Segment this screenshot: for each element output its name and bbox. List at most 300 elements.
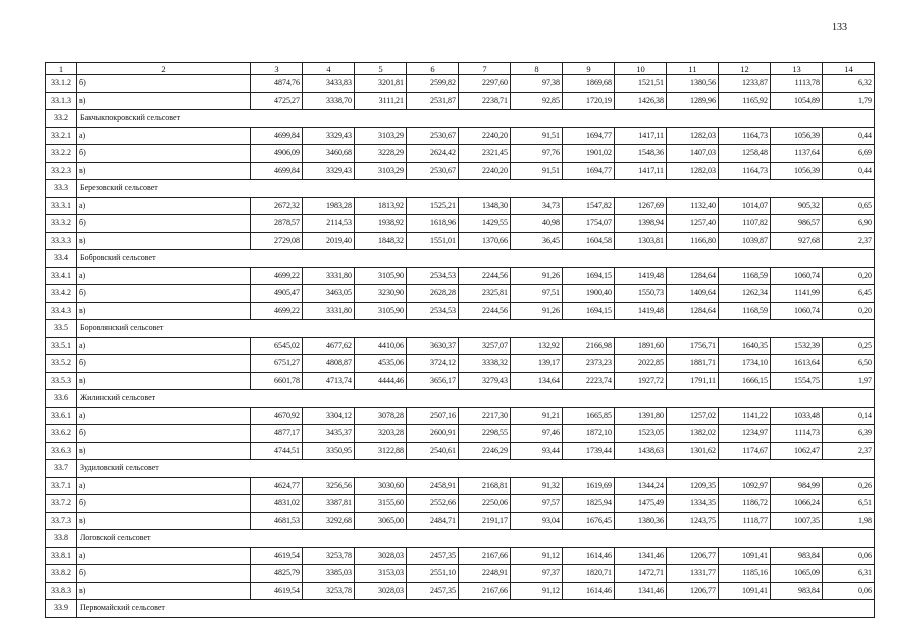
section-row xyxy=(46,250,875,268)
value-cell: 1114,73 xyxy=(771,425,823,443)
value-cell: 1209,35 xyxy=(667,477,719,495)
value-cell: 2457,35 xyxy=(407,582,459,600)
header-cell: 13 xyxy=(771,63,823,75)
row-code: 33.8.2 xyxy=(46,565,77,583)
value-cell: 6,50 xyxy=(823,355,875,373)
value-cell: 1438,63 xyxy=(615,442,667,460)
value-cell: 6,51 xyxy=(823,495,875,513)
value-cell: 3630,37 xyxy=(407,337,459,355)
value-cell: 2244,56 xyxy=(459,267,511,285)
row-variant: а) xyxy=(77,477,251,495)
value-cell: 4808,87 xyxy=(303,355,355,373)
value-cell: 1618,96 xyxy=(407,215,459,233)
value-cell: 2223,74 xyxy=(563,372,615,390)
value-cell: 132,92 xyxy=(511,337,563,355)
value-cell: 1881,71 xyxy=(667,355,719,373)
value-cell: 1848,32 xyxy=(355,232,407,250)
value-cell: 983,84 xyxy=(771,547,823,565)
value-cell: 2484,71 xyxy=(407,512,459,530)
value-cell: 3105,90 xyxy=(355,267,407,285)
value-cell: 1107,82 xyxy=(719,215,771,233)
value-cell: 1132,40 xyxy=(667,197,719,215)
value-cell: 2878,57 xyxy=(251,215,303,233)
header-cell: 6 xyxy=(407,63,459,75)
value-cell: 1472,71 xyxy=(615,565,667,583)
table-row xyxy=(46,477,875,495)
value-cell: 2248,91 xyxy=(459,565,511,583)
row-code: 33.5 xyxy=(46,320,77,338)
value-cell: 4744,51 xyxy=(251,442,303,460)
value-cell: 1282,03 xyxy=(667,127,719,145)
value-cell: 2600,91 xyxy=(407,425,459,443)
table-row xyxy=(46,302,875,320)
value-cell: 3065,00 xyxy=(355,512,407,530)
value-cell: 1891,60 xyxy=(615,337,667,355)
value-cell: 1720,19 xyxy=(563,92,615,110)
value-cell: 1734,10 xyxy=(719,355,771,373)
value-cell: 97,51 xyxy=(511,285,563,303)
value-cell: 984,99 xyxy=(771,477,823,495)
table-row xyxy=(46,215,875,233)
value-cell: 91,12 xyxy=(511,547,563,565)
value-cell: 2628,28 xyxy=(407,285,459,303)
value-cell: 1429,55 xyxy=(459,215,511,233)
value-cell: 4681,53 xyxy=(251,512,303,530)
value-cell: 6,39 xyxy=(823,425,875,443)
section-row xyxy=(46,320,875,338)
value-cell: 3350,95 xyxy=(303,442,355,460)
value-cell: 1168,59 xyxy=(719,302,771,320)
value-cell: 1665,85 xyxy=(563,407,615,425)
value-cell: 134,64 xyxy=(511,372,563,390)
value-cell: 4906,09 xyxy=(251,145,303,163)
row-variant: а) xyxy=(77,547,251,565)
value-cell: 4877,17 xyxy=(251,425,303,443)
value-cell: 3279,43 xyxy=(459,372,511,390)
value-cell: 3724,12 xyxy=(407,355,459,373)
value-cell: 1007,35 xyxy=(771,512,823,530)
section-title: Бобровский сельсовет xyxy=(77,250,875,268)
value-cell: 1,98 xyxy=(823,512,875,530)
value-cell: 1164,73 xyxy=(719,162,771,180)
value-cell: 1532,39 xyxy=(771,337,823,355)
value-cell: 1694,15 xyxy=(563,267,615,285)
value-cell: 97,57 xyxy=(511,495,563,513)
value-cell: 2624,42 xyxy=(407,145,459,163)
value-cell: 1166,80 xyxy=(667,232,719,250)
value-cell: 2240,20 xyxy=(459,127,511,145)
value-cell: 2321,45 xyxy=(459,145,511,163)
table-row xyxy=(46,232,875,250)
value-cell: 3253,78 xyxy=(303,547,355,565)
value-cell: 3105,90 xyxy=(355,302,407,320)
value-cell: 6545,02 xyxy=(251,337,303,355)
section-title: Березовский сельсовет xyxy=(77,180,875,198)
value-cell: 1185,16 xyxy=(719,565,771,583)
value-cell: 1056,39 xyxy=(771,127,823,145)
value-cell: 2540,61 xyxy=(407,442,459,460)
value-cell: 2530,67 xyxy=(407,127,459,145)
row-code: 33.5.1 xyxy=(46,337,77,355)
value-cell: 1348,30 xyxy=(459,197,511,215)
row-code: 33.8.3 xyxy=(46,582,77,600)
row-code: 33.3.3 xyxy=(46,232,77,250)
header-cell: 11 xyxy=(667,63,719,75)
table-row xyxy=(46,127,875,145)
value-cell: 4699,22 xyxy=(251,302,303,320)
value-cell: 3230,90 xyxy=(355,285,407,303)
value-cell: 3385,03 xyxy=(303,565,355,583)
value-cell: 2191,17 xyxy=(459,512,511,530)
value-cell: 1820,71 xyxy=(563,565,615,583)
table-row xyxy=(46,547,875,565)
value-cell: 3329,43 xyxy=(303,127,355,145)
value-cell: 1791,11 xyxy=(667,372,719,390)
value-cell: 3201,81 xyxy=(355,75,407,93)
table-row xyxy=(46,267,875,285)
value-cell: 1091,41 xyxy=(719,547,771,565)
value-cell: 3387,81 xyxy=(303,495,355,513)
value-cell: 3228,29 xyxy=(355,145,407,163)
value-cell: 1525,21 xyxy=(407,197,459,215)
value-cell: 2552,66 xyxy=(407,495,459,513)
row-code: 33.5.2 xyxy=(46,355,77,373)
value-cell: 97,38 xyxy=(511,75,563,93)
value-cell: 0,06 xyxy=(823,582,875,600)
value-cell: 1407,03 xyxy=(667,145,719,163)
table-row xyxy=(46,355,875,373)
value-cell: 91,51 xyxy=(511,162,563,180)
value-cell: 2297,60 xyxy=(459,75,511,93)
value-cell: 6,31 xyxy=(823,565,875,583)
value-cell: 1234,97 xyxy=(719,425,771,443)
value-cell: 2531,87 xyxy=(407,92,459,110)
value-cell: 3656,17 xyxy=(407,372,459,390)
value-cell: 1284,64 xyxy=(667,302,719,320)
value-cell: 1521,51 xyxy=(615,75,667,93)
value-cell: 1547,82 xyxy=(563,197,615,215)
value-cell: 91,32 xyxy=(511,477,563,495)
row-code: 33.7.2 xyxy=(46,495,77,513)
row-variant: а) xyxy=(77,127,251,145)
value-cell: 91,26 xyxy=(511,302,563,320)
value-cell: 1289,96 xyxy=(667,92,719,110)
value-cell: 1409,64 xyxy=(667,285,719,303)
value-cell: 2022,85 xyxy=(615,355,667,373)
row-code: 33.8 xyxy=(46,530,77,548)
value-cell: 2298,55 xyxy=(459,425,511,443)
value-cell: 1619,69 xyxy=(563,477,615,495)
page-number: 133 xyxy=(832,22,847,33)
value-cell: 1676,45 xyxy=(563,512,615,530)
value-cell: 2599,82 xyxy=(407,75,459,93)
value-cell: 1640,35 xyxy=(719,337,771,355)
value-cell: 1282,03 xyxy=(667,162,719,180)
value-cell: 0,44 xyxy=(823,162,875,180)
value-cell: 2244,56 xyxy=(459,302,511,320)
value-cell: 4905,47 xyxy=(251,285,303,303)
value-cell: 2019,40 xyxy=(303,232,355,250)
value-cell: 93,04 xyxy=(511,512,563,530)
table-row xyxy=(46,162,875,180)
value-cell: 2168,81 xyxy=(459,477,511,495)
value-cell: 1604,58 xyxy=(563,232,615,250)
value-cell: 1062,47 xyxy=(771,442,823,460)
value-cell: 1382,02 xyxy=(667,425,719,443)
value-cell: 1164,73 xyxy=(719,127,771,145)
value-cell: 1141,99 xyxy=(771,285,823,303)
value-cell: 3460,68 xyxy=(303,145,355,163)
value-cell: 6,90 xyxy=(823,215,875,233)
row-variant: в) xyxy=(77,162,251,180)
value-cell: 1,97 xyxy=(823,372,875,390)
value-cell: 1417,11 xyxy=(615,127,667,145)
row-code: 33.6 xyxy=(46,390,77,408)
value-cell: 1174,67 xyxy=(719,442,771,460)
value-cell: 2217,30 xyxy=(459,407,511,425)
value-cell: 1739,44 xyxy=(563,442,615,460)
value-cell: 1118,77 xyxy=(719,512,771,530)
section-row xyxy=(46,390,875,408)
value-cell: 6,69 xyxy=(823,145,875,163)
value-cell: 1243,75 xyxy=(667,512,719,530)
value-cell: 2167,66 xyxy=(459,547,511,565)
row-code: 33.4.2 xyxy=(46,285,77,303)
value-cell: 905,32 xyxy=(771,197,823,215)
table-row xyxy=(46,145,875,163)
value-cell: 3028,03 xyxy=(355,582,407,600)
row-code: 33.7.1 xyxy=(46,477,77,495)
value-cell: 4677,62 xyxy=(303,337,355,355)
value-cell: 1825,94 xyxy=(563,495,615,513)
value-cell: 0,14 xyxy=(823,407,875,425)
table-row xyxy=(46,442,875,460)
value-cell: 2729,08 xyxy=(251,232,303,250)
section-row xyxy=(46,530,875,548)
row-variant: б) xyxy=(77,495,251,513)
value-cell: 4670,92 xyxy=(251,407,303,425)
value-cell: 3331,80 xyxy=(303,302,355,320)
value-cell: 1398,94 xyxy=(615,215,667,233)
section-title: Бакчыкпокровский сельсовет xyxy=(77,110,875,128)
value-cell: 1900,40 xyxy=(563,285,615,303)
header-cell: 1 xyxy=(46,63,77,75)
value-cell: 4825,79 xyxy=(251,565,303,583)
value-cell: 1391,80 xyxy=(615,407,667,425)
header-cell: 8 xyxy=(511,63,563,75)
value-cell: 3463,05 xyxy=(303,285,355,303)
section-row xyxy=(46,110,875,128)
value-cell: 3292,68 xyxy=(303,512,355,530)
section-title: Боровлянский сельсовет xyxy=(77,320,875,338)
row-variant: б) xyxy=(77,565,251,583)
value-cell: 1523,05 xyxy=(615,425,667,443)
row-code: 33.7.3 xyxy=(46,512,77,530)
value-cell: 4410,06 xyxy=(355,337,407,355)
value-cell: 93,44 xyxy=(511,442,563,460)
value-cell: 1060,74 xyxy=(771,302,823,320)
value-cell: 2250,06 xyxy=(459,495,511,513)
row-code: 33.2.1 xyxy=(46,127,77,145)
value-cell: 1033,48 xyxy=(771,407,823,425)
value-cell: 2166,98 xyxy=(563,337,615,355)
value-cell: 1869,68 xyxy=(563,75,615,93)
value-cell: 1039,87 xyxy=(719,232,771,250)
value-cell: 3338,70 xyxy=(303,92,355,110)
row-code: 33.7 xyxy=(46,460,77,478)
section-title: Первомайский сельсовет xyxy=(77,600,875,618)
value-cell: 1065,09 xyxy=(771,565,823,583)
table-row xyxy=(46,512,875,530)
row-variant: б) xyxy=(77,215,251,233)
row-variant: в) xyxy=(77,512,251,530)
value-cell: 4874,76 xyxy=(251,75,303,93)
value-cell: 0,65 xyxy=(823,197,875,215)
value-cell: 983,84 xyxy=(771,582,823,600)
value-cell: 1257,02 xyxy=(667,407,719,425)
value-cell: 4725,27 xyxy=(251,92,303,110)
value-cell: 3329,43 xyxy=(303,162,355,180)
value-cell: 927,68 xyxy=(771,232,823,250)
value-cell: 1613,64 xyxy=(771,355,823,373)
value-cell: 1419,48 xyxy=(615,267,667,285)
row-variant: в) xyxy=(77,302,251,320)
value-cell: 1872,10 xyxy=(563,425,615,443)
table-row xyxy=(46,372,875,390)
value-cell: 4699,84 xyxy=(251,127,303,145)
row-code: 33.6.3 xyxy=(46,442,77,460)
value-cell: 1258,48 xyxy=(719,145,771,163)
value-cell: 1060,74 xyxy=(771,267,823,285)
value-cell: 3338,32 xyxy=(459,355,511,373)
header-cell: 14 xyxy=(823,63,875,75)
value-cell: 6,32 xyxy=(823,75,875,93)
table-row xyxy=(46,285,875,303)
value-cell: 3256,56 xyxy=(303,477,355,495)
row-code: 33.4.1 xyxy=(46,267,77,285)
value-cell: 1206,77 xyxy=(667,582,719,600)
value-cell: 1983,28 xyxy=(303,197,355,215)
value-cell: 34,73 xyxy=(511,197,563,215)
value-cell: 3103,29 xyxy=(355,162,407,180)
row-code: 33.2.3 xyxy=(46,162,77,180)
value-cell: 2114,53 xyxy=(303,215,355,233)
value-cell: 1694,77 xyxy=(563,162,615,180)
row-variant: б) xyxy=(77,355,251,373)
value-cell: 2458,91 xyxy=(407,477,459,495)
header-cell: 4 xyxy=(303,63,355,75)
row-code: 33.3.2 xyxy=(46,215,77,233)
value-cell: 1303,81 xyxy=(615,232,667,250)
value-cell: 91,51 xyxy=(511,127,563,145)
value-cell: 3203,28 xyxy=(355,425,407,443)
value-cell: 1694,15 xyxy=(563,302,615,320)
value-cell: 3103,29 xyxy=(355,127,407,145)
row-variant: б) xyxy=(77,75,251,93)
value-cell: 1550,73 xyxy=(615,285,667,303)
value-cell: 0,20 xyxy=(823,302,875,320)
row-code: 33.4 xyxy=(46,250,77,268)
value-cell: 0,26 xyxy=(823,477,875,495)
value-cell: 2,37 xyxy=(823,232,875,250)
header-cell: 3 xyxy=(251,63,303,75)
value-cell: 1380,36 xyxy=(615,512,667,530)
header-cell: 10 xyxy=(615,63,667,75)
section-row xyxy=(46,180,875,198)
value-cell: 91,26 xyxy=(511,267,563,285)
value-cell: 3030,60 xyxy=(355,477,407,495)
value-cell: 1901,02 xyxy=(563,145,615,163)
section-title: Жилинский сельсовет xyxy=(77,390,875,408)
value-cell: 3331,80 xyxy=(303,267,355,285)
value-cell: 0,44 xyxy=(823,127,875,145)
value-cell: 139,17 xyxy=(511,355,563,373)
value-cell: 2530,67 xyxy=(407,162,459,180)
value-cell: 1165,92 xyxy=(719,92,771,110)
table-row xyxy=(46,337,875,355)
value-cell: 1380,56 xyxy=(667,75,719,93)
header-row xyxy=(46,63,875,75)
row-variant: а) xyxy=(77,197,251,215)
value-cell: 1206,77 xyxy=(667,547,719,565)
value-cell: 6751,27 xyxy=(251,355,303,373)
row-code: 33.4.3 xyxy=(46,302,77,320)
value-cell: 1,79 xyxy=(823,92,875,110)
row-variant: а) xyxy=(77,407,251,425)
value-cell: 2457,35 xyxy=(407,547,459,565)
value-cell: 2246,29 xyxy=(459,442,511,460)
row-code: 33.6.2 xyxy=(46,425,77,443)
value-cell: 1331,77 xyxy=(667,565,719,583)
value-cell: 1054,89 xyxy=(771,92,823,110)
value-cell: 4699,84 xyxy=(251,162,303,180)
value-cell: 4624,77 xyxy=(251,477,303,495)
value-cell: 1614,46 xyxy=(563,547,615,565)
value-cell: 3435,37 xyxy=(303,425,355,443)
table-row xyxy=(46,197,875,215)
row-code: 33.2.2 xyxy=(46,145,77,163)
table-row xyxy=(46,565,875,583)
value-cell: 1551,01 xyxy=(407,232,459,250)
header-cell: 12 xyxy=(719,63,771,75)
row-code: 33.9 xyxy=(46,600,77,618)
value-cell: 2325,81 xyxy=(459,285,511,303)
value-cell: 1091,41 xyxy=(719,582,771,600)
value-cell: 1056,39 xyxy=(771,162,823,180)
value-cell: 1417,11 xyxy=(615,162,667,180)
tariff-table xyxy=(45,62,875,618)
table-body xyxy=(46,63,875,618)
value-cell: 3433,83 xyxy=(303,75,355,93)
value-cell: 3028,03 xyxy=(355,547,407,565)
value-cell: 92,85 xyxy=(511,92,563,110)
value-cell: 4699,22 xyxy=(251,267,303,285)
value-cell: 1938,92 xyxy=(355,215,407,233)
value-cell: 1186,72 xyxy=(719,495,771,513)
value-cell: 1341,46 xyxy=(615,547,667,565)
value-cell: 1257,40 xyxy=(667,215,719,233)
value-cell: 1927,72 xyxy=(615,372,667,390)
value-cell: 2534,53 xyxy=(407,302,459,320)
value-cell: 3253,78 xyxy=(303,582,355,600)
row-variant: в) xyxy=(77,232,251,250)
value-cell: 986,57 xyxy=(771,215,823,233)
value-cell: 1344,24 xyxy=(615,477,667,495)
value-cell: 1284,64 xyxy=(667,267,719,285)
value-cell: 6601,78 xyxy=(251,372,303,390)
row-code: 33.3 xyxy=(46,180,77,198)
value-cell: 2672,32 xyxy=(251,197,303,215)
